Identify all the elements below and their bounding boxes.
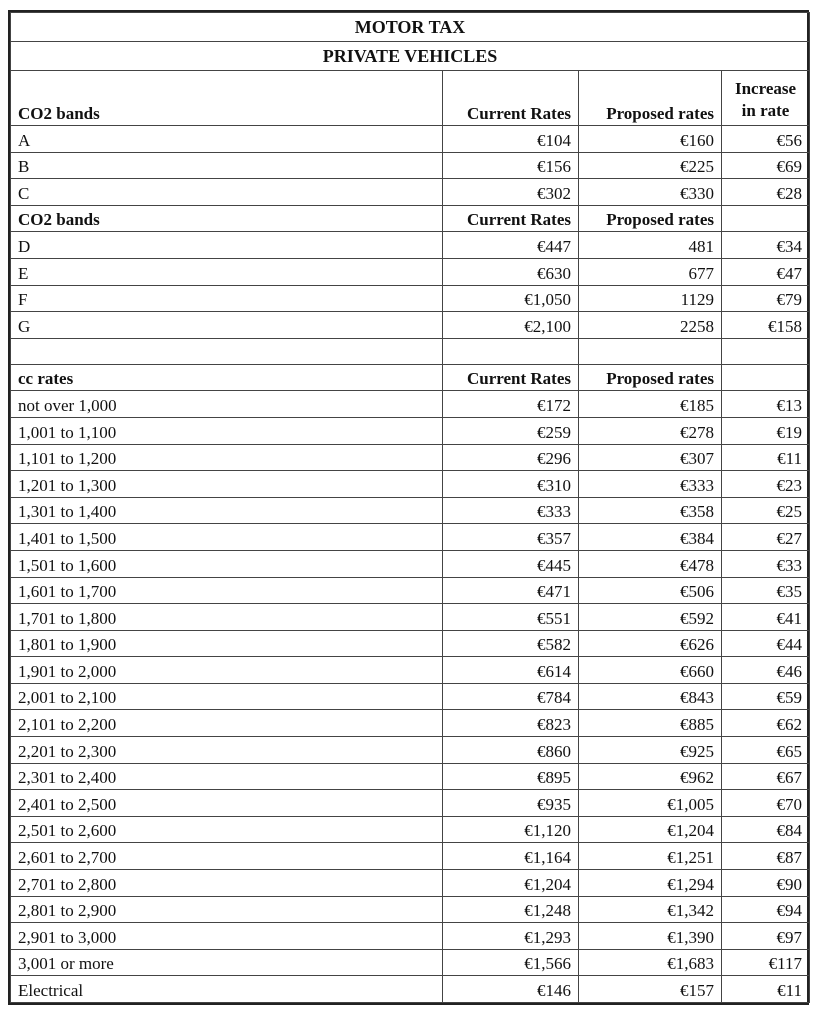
band-cell: 2,201 to 2,300: [11, 737, 443, 764]
cc-rates-header: cc rates: [11, 364, 443, 391]
band-cell: 1,201 to 1,300: [11, 471, 443, 498]
increase-cell: €41: [722, 604, 810, 631]
current-rate-cell: €104: [443, 126, 579, 153]
current-rate-cell: €471: [443, 577, 579, 604]
table-row: [11, 657, 810, 684]
proposed-rate-cell: €592: [579, 604, 722, 631]
proposed-rate-cell: 2258: [579, 312, 722, 339]
proposed-rate-cell: €333: [579, 471, 722, 498]
table-row: [11, 763, 810, 790]
table-row: [11, 976, 810, 1003]
motor-tax-document: [8, 10, 809, 1005]
increase-cell: €11: [722, 444, 810, 471]
current-rate-cell: €357: [443, 524, 579, 551]
proposed-rate-cell: €330: [579, 179, 722, 206]
table-row: [11, 577, 810, 604]
current-rate-cell: €259: [443, 417, 579, 444]
table-row: [11, 790, 810, 817]
increase-header-line1: Increase: [734, 78, 797, 98]
empty-cell: [722, 205, 810, 232]
band-cell: 2,501 to 2,600: [11, 816, 443, 843]
increase-cell: €11: [722, 976, 810, 1003]
header-row: [11, 71, 810, 126]
motor-tax-table: [10, 12, 810, 1003]
increase-cell: €56: [722, 126, 810, 153]
band-cell: 1,101 to 1,200: [11, 444, 443, 471]
increase-header: [722, 71, 810, 126]
band-cell: E: [11, 258, 443, 285]
increase-cell: €13: [722, 391, 810, 418]
current-rate-cell: €447: [443, 232, 579, 259]
table-row: [11, 710, 810, 737]
table-row: [11, 923, 810, 950]
increase-cell: €23: [722, 471, 810, 498]
current-rate-cell: €860: [443, 737, 579, 764]
band-cell: 2,801 to 2,900: [11, 896, 443, 923]
band-cell: 2,001 to 2,100: [11, 683, 443, 710]
co2-bands-header: CO2 bands: [11, 205, 443, 232]
table-row: [11, 630, 810, 657]
proposed-rate-cell: €1,683: [579, 949, 722, 976]
proposed-rate-cell: €626: [579, 630, 722, 657]
proposed-rate-cell: €278: [579, 417, 722, 444]
band-cell: 1,501 to 1,600: [11, 550, 443, 577]
table-row: [11, 232, 810, 259]
band-cell: 2,601 to 2,700: [11, 843, 443, 870]
band-cell: 2,301 to 2,400: [11, 763, 443, 790]
proposed-rate-cell: €478: [579, 550, 722, 577]
proposed-rates-header: Proposed rates: [579, 364, 722, 391]
current-rate-cell: €310: [443, 471, 579, 498]
proposed-rate-cell: €157: [579, 976, 722, 1003]
increase-cell: €69: [722, 152, 810, 179]
band-cell: 1,601 to 1,700: [11, 577, 443, 604]
table-title: MOTOR TAX: [11, 13, 810, 42]
increase-cell: €25: [722, 497, 810, 524]
band-cell: not over 1,000: [11, 391, 443, 418]
current-rate-cell: €935: [443, 790, 579, 817]
proposed-rate-cell: €1,005: [579, 790, 722, 817]
empty-cell: [579, 338, 722, 364]
increase-header-line2: in rate: [741, 100, 790, 120]
current-rate-cell: €630: [443, 258, 579, 285]
band-cell: 2,101 to 2,200: [11, 710, 443, 737]
blank-row: [11, 338, 810, 364]
table-row: [11, 312, 810, 339]
band-cell: 1,301 to 1,400: [11, 497, 443, 524]
current-rate-cell: €1,248: [443, 896, 579, 923]
increase-cell: €65: [722, 737, 810, 764]
increase-cell: €87: [722, 843, 810, 870]
table-row: [11, 152, 810, 179]
proposed-rate-cell: 1129: [579, 285, 722, 312]
band-cell: 1,901 to 2,000: [11, 657, 443, 684]
current-rates-header: Current Rates: [443, 71, 579, 126]
increase-cell: €34: [722, 232, 810, 259]
table-row: [11, 843, 810, 870]
proposed-rate-cell: €225: [579, 152, 722, 179]
current-rate-cell: €582: [443, 630, 579, 657]
increase-cell: €90: [722, 870, 810, 897]
table-row: [11, 497, 810, 524]
proposed-rate-cell: 677: [579, 258, 722, 285]
increase-cell: €62: [722, 710, 810, 737]
proposed-rate-cell: €358: [579, 497, 722, 524]
current-rate-cell: €1,204: [443, 870, 579, 897]
table-subtitle: PRIVATE VEHICLES: [11, 42, 810, 71]
band-cell: 1,401 to 1,500: [11, 524, 443, 551]
increase-cell: €117: [722, 949, 810, 976]
current-rates-header: Current Rates: [443, 364, 579, 391]
proposed-rate-cell: €1,204: [579, 816, 722, 843]
table-row: [11, 683, 810, 710]
table-row: [11, 524, 810, 551]
increase-cell: €79: [722, 285, 810, 312]
proposed-rates-header: Proposed rates: [579, 71, 722, 126]
subtitle-row: [11, 42, 810, 71]
table-row: [11, 179, 810, 206]
increase-cell: €67: [722, 763, 810, 790]
proposed-rate-cell: €1,390: [579, 923, 722, 950]
current-rate-cell: €445: [443, 550, 579, 577]
proposed-rates-header: Proposed rates: [579, 205, 722, 232]
band-cell: 1,801 to 1,900: [11, 630, 443, 657]
current-rate-cell: €172: [443, 391, 579, 418]
table-row: [11, 285, 810, 312]
increase-cell: €33: [722, 550, 810, 577]
table-row: [11, 417, 810, 444]
current-rate-cell: €1,164: [443, 843, 579, 870]
current-rate-cell: €2,100: [443, 312, 579, 339]
current-rate-cell: €1,120: [443, 816, 579, 843]
increase-cell: €28: [722, 179, 810, 206]
increase-cell: €35: [722, 577, 810, 604]
band-cell: Electrical: [11, 976, 443, 1003]
current-rate-cell: €614: [443, 657, 579, 684]
proposed-rate-cell: €506: [579, 577, 722, 604]
increase-cell: €158: [722, 312, 810, 339]
proposed-rate-cell: €384: [579, 524, 722, 551]
increase-cell: €46: [722, 657, 810, 684]
proposed-rate-cell: €1,251: [579, 843, 722, 870]
current-rate-cell: €302: [443, 179, 579, 206]
proposed-rate-cell: €1,294: [579, 870, 722, 897]
proposed-rate-cell: €1,342: [579, 896, 722, 923]
increase-cell: €27: [722, 524, 810, 551]
table-row: [11, 391, 810, 418]
current-rate-cell: €1,050: [443, 285, 579, 312]
proposed-rate-cell: €660: [579, 657, 722, 684]
proposed-rate-cell: €843: [579, 683, 722, 710]
current-rate-cell: €146: [443, 976, 579, 1003]
current-rate-cell: €895: [443, 763, 579, 790]
table-row: [11, 816, 810, 843]
current-rate-cell: €784: [443, 683, 579, 710]
proposed-rate-cell: €885: [579, 710, 722, 737]
current-rate-cell: €156: [443, 152, 579, 179]
proposed-rate-cell: €185: [579, 391, 722, 418]
band-cell: 3,001 or more: [11, 949, 443, 976]
header-row-co2-b: [11, 205, 810, 232]
empty-cell: [443, 338, 579, 364]
table-row: [11, 604, 810, 631]
proposed-rate-cell: €160: [579, 126, 722, 153]
table-row: [11, 949, 810, 976]
current-rate-cell: €296: [443, 444, 579, 471]
increase-cell: €70: [722, 790, 810, 817]
empty-cell: [722, 338, 810, 364]
increase-cell: €97: [722, 923, 810, 950]
band-cell: A: [11, 126, 443, 153]
table-row: [11, 444, 810, 471]
band-cell: 1,001 to 1,100: [11, 417, 443, 444]
table-row: [11, 258, 810, 285]
current-rate-cell: €1,293: [443, 923, 579, 950]
band-cell: 2,901 to 3,000: [11, 923, 443, 950]
table-row: [11, 471, 810, 498]
increase-cell: €59: [722, 683, 810, 710]
table-row: [11, 550, 810, 577]
empty-cell: [11, 338, 443, 364]
increase-cell: €94: [722, 896, 810, 923]
band-cell: C: [11, 179, 443, 206]
increase-cell: €44: [722, 630, 810, 657]
table-row: [11, 126, 810, 153]
current-rate-cell: €551: [443, 604, 579, 631]
band-cell: 2,701 to 2,800: [11, 870, 443, 897]
current-rate-cell: €1,566: [443, 949, 579, 976]
band-cell: F: [11, 285, 443, 312]
current-rate-cell: €333: [443, 497, 579, 524]
table-row: [11, 896, 810, 923]
proposed-rate-cell: €925: [579, 737, 722, 764]
co2-bands-header: CO2 bands: [11, 71, 443, 126]
increase-cell: €19: [722, 417, 810, 444]
title-row: [11, 13, 810, 42]
header-row-cc: [11, 364, 810, 391]
proposed-rate-cell: 481: [579, 232, 722, 259]
band-cell: G: [11, 312, 443, 339]
table-row: [11, 737, 810, 764]
table-row: [11, 870, 810, 897]
band-cell: B: [11, 152, 443, 179]
band-cell: 1,701 to 1,800: [11, 604, 443, 631]
empty-cell: [722, 364, 810, 391]
proposed-rate-cell: €307: [579, 444, 722, 471]
current-rate-cell: €823: [443, 710, 579, 737]
increase-cell: €47: [722, 258, 810, 285]
increase-cell: €84: [722, 816, 810, 843]
current-rates-header: Current Rates: [443, 205, 579, 232]
band-cell: D: [11, 232, 443, 259]
proposed-rate-cell: €962: [579, 763, 722, 790]
band-cell: 2,401 to 2,500: [11, 790, 443, 817]
